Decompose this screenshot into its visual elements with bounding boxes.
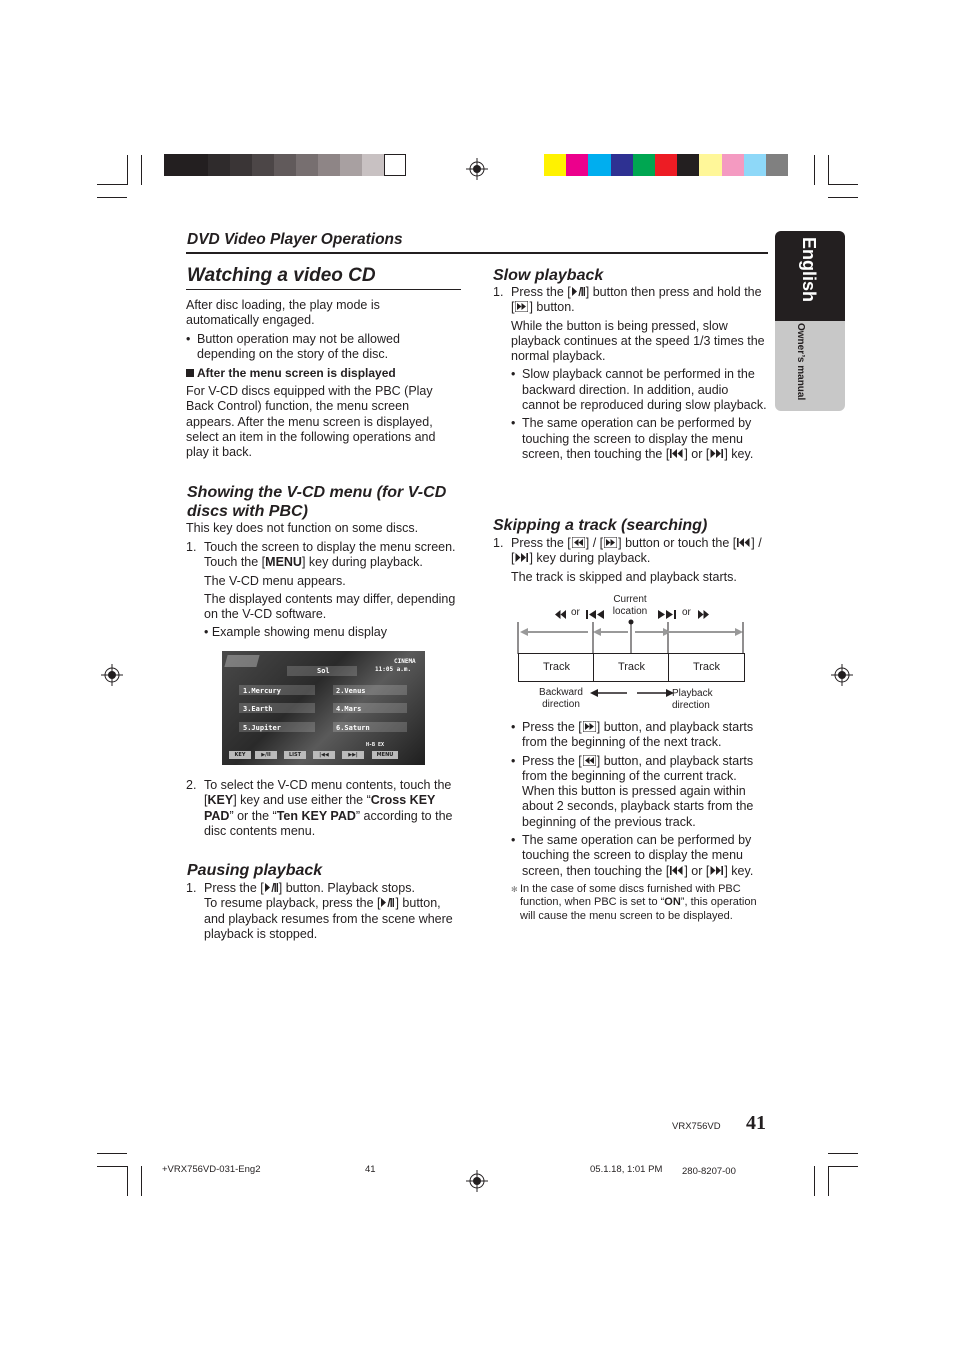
footer-date: 05.1.18, 1:01 PM <box>590 1164 663 1175</box>
color-swatch <box>699 154 721 176</box>
registration-target-icon <box>466 1170 488 1192</box>
playback-arrow-icon <box>636 688 674 698</box>
track-box: Track <box>518 653 595 682</box>
fast-forward-icon <box>583 721 596 732</box>
footer-page: 41 <box>365 1164 376 1175</box>
color-swatch <box>766 154 788 176</box>
rewind-icon <box>583 755 596 766</box>
vcd-menu-item: 4.Mars <box>336 705 362 713</box>
slow-title: Slow playback <box>493 267 604 284</box>
vcd-menu-item: 5.Jupiter <box>243 724 281 732</box>
vcd-prev-button: |◀◀ <box>313 751 335 759</box>
color-swatch <box>611 154 633 176</box>
current-location-label: Current location <box>612 594 648 617</box>
vcd-key-button: KEY <box>229 751 251 759</box>
registration-target-icon <box>101 664 123 686</box>
track-box: Track <box>668 653 745 682</box>
vcd-status: H-B EX <box>366 742 385 748</box>
side-tab-manual: Owner’s manual <box>795 323 806 401</box>
vcd-menu-screenshot <box>222 651 425 765</box>
slow-step-1: 1. Press the [ ] button then press and hold the [ ] button. While the button is being pressed, slow playback continues at the speed 1/3 times the normal playback. • Slow playback cannot be performed in the backward direction. In addition, audio cannot be reproduced during slow playback. • The same operation can be performed by touching the screen to display the menu screen, then touching the [ ] or [ ] key. <box>493 285 767 461</box>
color-swatch <box>186 154 208 176</box>
rewind-icon <box>572 537 585 548</box>
fast-forward-icon <box>604 537 617 548</box>
vcd-menu-item: 3.Earth <box>243 705 273 713</box>
color-swatch <box>744 154 766 176</box>
showing-title: Showing the V-CD menu (for V-CD discs with PBC) <box>187 484 447 520</box>
color-swatch <box>252 154 274 176</box>
color-swatch <box>318 154 340 176</box>
skipping-title: Skipping a track (searching) <box>493 517 708 534</box>
model-label: VRX756VD <box>672 1121 721 1132</box>
skipping-bullets: • Press the [ ] button, and playback starts from the beginning of the next track. • Press the [ ] button, and playback starts from the beginning of the current track. When this button is pressed again within about 2 seconds, playback starts from the beginning of the previous track. • The same operation can be performed by touching the screen to display the menu screen, then touching the [ ] or [ ] key. ✻ In the case of some discs furnished with PBC function, when PBC is set to “ON”, this operation will cause the menu screen to be displayed. <box>511 720 757 922</box>
next-track-icon <box>710 448 723 459</box>
backward-arrow-icon <box>590 688 628 698</box>
menu-heading: After the menu screen is displayed <box>186 366 396 381</box>
color-swatch <box>274 154 296 176</box>
vcd-logo <box>224 655 259 667</box>
previous-track-icon <box>670 865 683 876</box>
previous-track-icon <box>670 448 683 459</box>
header-rule <box>186 252 768 254</box>
color-swatch <box>340 154 362 176</box>
vcd-play-pause-button: ▶/II <box>255 751 277 759</box>
color-swatch <box>230 154 252 176</box>
vcd-next-button: ▶▶| <box>342 751 364 759</box>
registration-target-icon <box>466 158 488 180</box>
backward-direction-label: Backward direction <box>539 687 583 710</box>
menu-text: For V-CD discs equipped with the PBC (Play Back Control) function, the menu screen appears. After the menu screen is displayed, select an item in the following operations and play it back. <box>186 384 436 460</box>
fast-forward-icon <box>515 301 528 312</box>
color-swatch <box>566 154 588 176</box>
vcd-list-button: LIST <box>284 751 306 759</box>
color-swatch <box>384 154 406 176</box>
page-number: 41 <box>746 1112 766 1134</box>
pausing-title: Pausing playback <box>187 862 323 879</box>
color-swatch <box>633 154 655 176</box>
showing-note: This key does not function on some discs. <box>186 521 419 535</box>
showing-step-2: 2. To select the V-CD menu contents, touch the [KEY] key and use either the “Cross KEY PAD” or the “Ten KEY PAD” according to the disc contents menu. <box>186 778 453 838</box>
section-title: DVD Video Player Operations <box>187 231 403 248</box>
color-swatch <box>677 154 699 176</box>
next-track-icon <box>710 865 723 876</box>
play-pause-icon <box>265 882 278 893</box>
track-timeline <box>516 618 746 656</box>
vcd-menu-title: Sol <box>317 667 330 675</box>
language-side-tab <box>775 231 845 411</box>
or-label: or <box>571 607 580 618</box>
color-swatch <box>544 154 566 176</box>
watching-title-rule <box>186 289 461 290</box>
vcd-menu-item: 6.Saturn <box>336 724 370 732</box>
vcd-brand: CINEMA <box>394 658 416 665</box>
color-swatch <box>362 154 384 176</box>
vcd-menu-button: MENU <box>372 751 398 759</box>
color-swatch <box>208 154 230 176</box>
watching-intro: After disc loading, the play mode is automatically engaged. <box>186 298 380 328</box>
color-swatch <box>296 154 318 176</box>
vcd-menu-item: 1.Mercury <box>243 687 281 695</box>
footer-code: 280-8207-00 <box>682 1166 736 1177</box>
or-label: or <box>682 607 691 618</box>
vcd-clock: 11:05 a.m. <box>375 666 412 673</box>
play-pause-icon <box>572 286 585 297</box>
footer-file: +VRX756VD-031-Eng2 <box>162 1164 261 1175</box>
previous-track-icon <box>737 537 750 548</box>
color-swatch <box>655 154 677 176</box>
watching-title: Watching a video CD <box>187 265 376 286</box>
play-pause-icon <box>381 897 394 908</box>
registration-target-icon <box>831 664 853 686</box>
color-swatch <box>722 154 744 176</box>
vcd-menu-item: 2.Venus <box>336 687 366 695</box>
next-track-icon <box>515 552 528 563</box>
color-swatch <box>588 154 610 176</box>
track-box: Track <box>593 653 670 682</box>
side-tab-language: English <box>799 237 819 303</box>
playback-direction-label: Playback direction <box>672 688 713 711</box>
showing-step-1: 1. Touch the screen to display the menu screen. Touch the [MENU] key during playback. The V-CD menu appears. The displayed contents may differ, depending on the V-CD software. • Example showing menu display <box>186 540 456 640</box>
watching-bullet: • Button operation may not be allowed depending on the story of the disc. <box>186 332 400 362</box>
color-swatch <box>164 154 186 176</box>
skipping-step-1: 1. Press the [ ] / [ ] button or touch the [ ] / [ ] key during playback. The track is skipped and playback starts. <box>493 536 762 584</box>
pausing-step-1: 1. Press the [ ] button. Playback stops. To resume playback, press the [ ] button, and playback resumes from the scene where playback is stopped. <box>186 881 453 941</box>
